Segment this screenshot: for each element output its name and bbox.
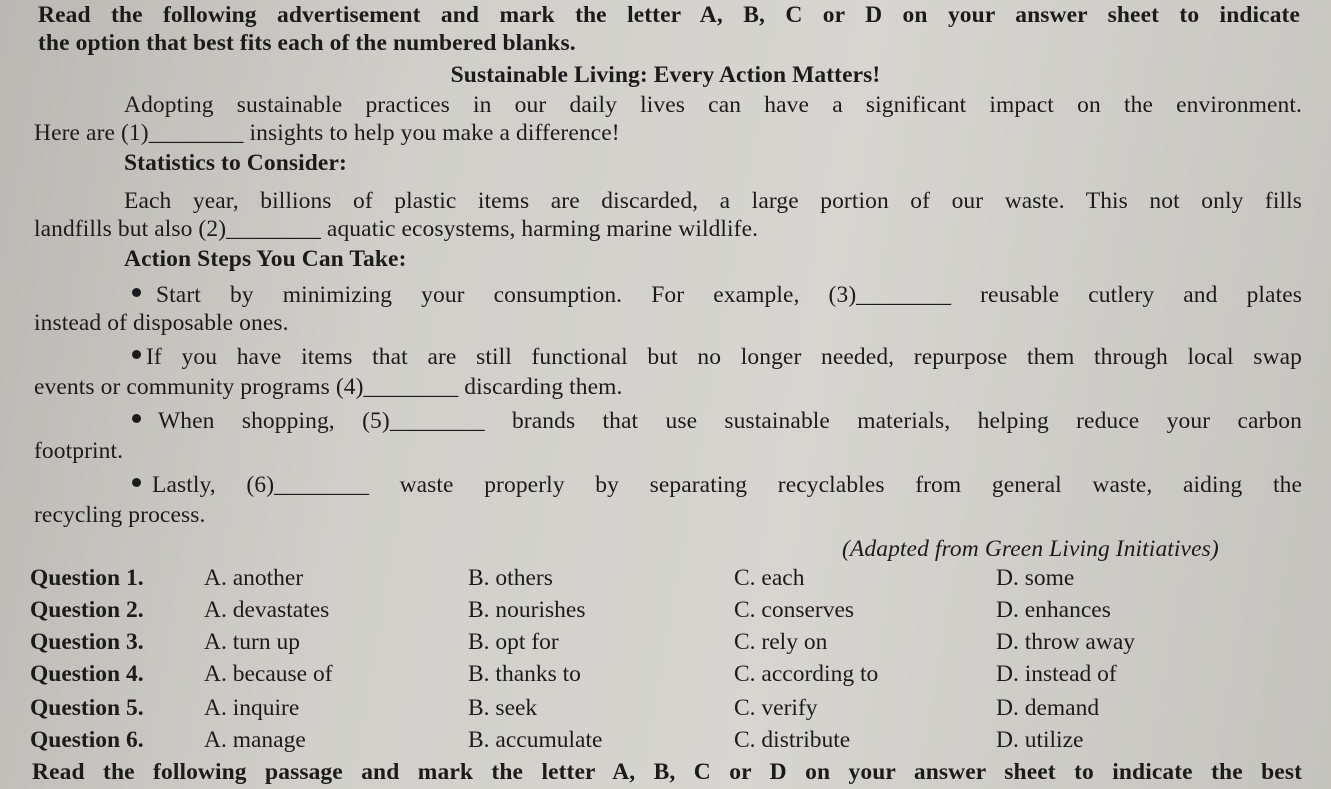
bullet-icon [132,288,141,297]
blank-1: ________ [148,120,244,146]
option-c[interactable]: C. each [734,565,805,591]
option-d[interactable]: D. demand [996,695,1100,721]
bullet-4-text-after: waste properly by separating recyclables from general waste, aiding the [368,472,1302,498]
option-c[interactable]: C. conserves [734,597,855,623]
question-label: Question 1. [30,565,144,591]
option-c[interactable]: C. rely on [734,629,828,655]
ad-title: Sustainable Living: Every Action Matters! [450,62,881,88]
option-b[interactable]: B. opt for [468,629,559,655]
blank-5: ________ [389,408,485,434]
option-b[interactable]: B. accumulate [468,727,603,753]
option-a[interactable]: A. another [204,565,304,591]
question-label: Question 6. [30,727,144,753]
option-b[interactable]: B. thanks to [468,661,581,687]
bullet-icon [132,478,141,487]
actions-heading: Action Steps You Can Take: [124,246,407,272]
option-c[interactable]: C. verify [734,695,818,721]
blank-2: ________ [226,216,321,242]
option-d[interactable]: D. utilize [996,727,1084,753]
bullet-1-line-1 [156,280,1302,310]
source-credit: (Adapted from Green Living Initiatives) [842,536,1219,562]
bullet-3-line-2: footprint. [34,438,124,464]
option-b[interactable]: B. nourishes [468,597,586,623]
bullet-3-text-before: When shopping, (5) [158,408,390,434]
stats-heading: Statistics to Consider: [124,150,347,176]
stats-line-2 [34,214,758,244]
blank-4: ________ [363,374,459,400]
option-c[interactable]: C. according to [734,661,879,687]
question-label: Question 5. [30,695,144,721]
blank-3: ________ [856,282,952,308]
option-b[interactable]: B. seek [468,695,538,721]
option-d[interactable]: D. enhances [996,597,1111,623]
intro-line-1: Adopting sustainable practices in our daily lives can have a significant impact on the environment. [124,92,1302,118]
blank-6: ________ [274,472,369,498]
option-c[interactable]: C. distribute [734,727,851,753]
option-d[interactable]: D. some [996,565,1075,591]
option-a[interactable]: A. turn up [204,629,300,655]
option-a[interactable]: A. because of [204,661,333,687]
bullet-1-line-2: instead of disposable ones. [34,310,289,336]
bullet-4-line-2: recycling process. [34,502,206,528]
option-a[interactable]: A. devastates [204,597,330,623]
instruction-bottom: Read the following passage and mark the letter A, B, C or D on your answer sheet to indicate the best [32,759,1302,785]
stats-line-1: Each year, billions of plastic items are discarded, a large portion of our waste. This not only fills [124,188,1302,214]
bullet-3-line-1 [158,406,1302,436]
bullet-1-text-before: Start by minimizing your consumption. For example, (3) [156,282,857,308]
stats-text-after: aquatic ecosystems, harming marine wildlife. [320,216,759,242]
intro-text-after: insights to help you make a difference! [243,120,620,146]
bullet-4-text-before: Lastly, (6) [152,472,275,498]
bullet-2-text-after: discarding them. [458,374,623,400]
option-a[interactable]: A. manage [204,727,306,753]
instruction-top-line-1: Read the following advertisement and mark the letter A, B, C or D on your answer sheet to indicate [38,2,1300,28]
intro-text-before: Here are (1) [34,120,149,146]
bullet-4-line-1 [152,470,1302,500]
question-label: Question 4. [30,661,144,687]
bullet-2-line-1: If you have items that are still functional but no longer needed, repurpose them through local swap [146,344,1302,370]
bullet-icon [132,414,141,423]
question-label: Question 3. [30,629,144,655]
option-a[interactable]: A. inquire [204,695,300,721]
question-label: Question 2. [30,597,144,623]
intro-line-2 [34,118,620,148]
bullet-2-text-before: events or community programs (4) [34,374,364,400]
option-b[interactable]: B. others [468,565,553,591]
option-d[interactable]: D. instead of [996,661,1117,687]
bullet-2-line-2 [34,372,623,402]
bullet-icon [132,350,141,359]
stats-text-before: landfills but also (2) [34,216,227,242]
option-d[interactable]: D. throw away [996,629,1136,655]
instruction-top-line-2: the option that best fits each of the numbered blanks. [38,30,576,56]
bullet-1-text-after: reusable cutlery and plates [951,282,1302,308]
bullet-3-text-after: brands that use sustainable materials, helping reduce your carbon [484,408,1302,434]
